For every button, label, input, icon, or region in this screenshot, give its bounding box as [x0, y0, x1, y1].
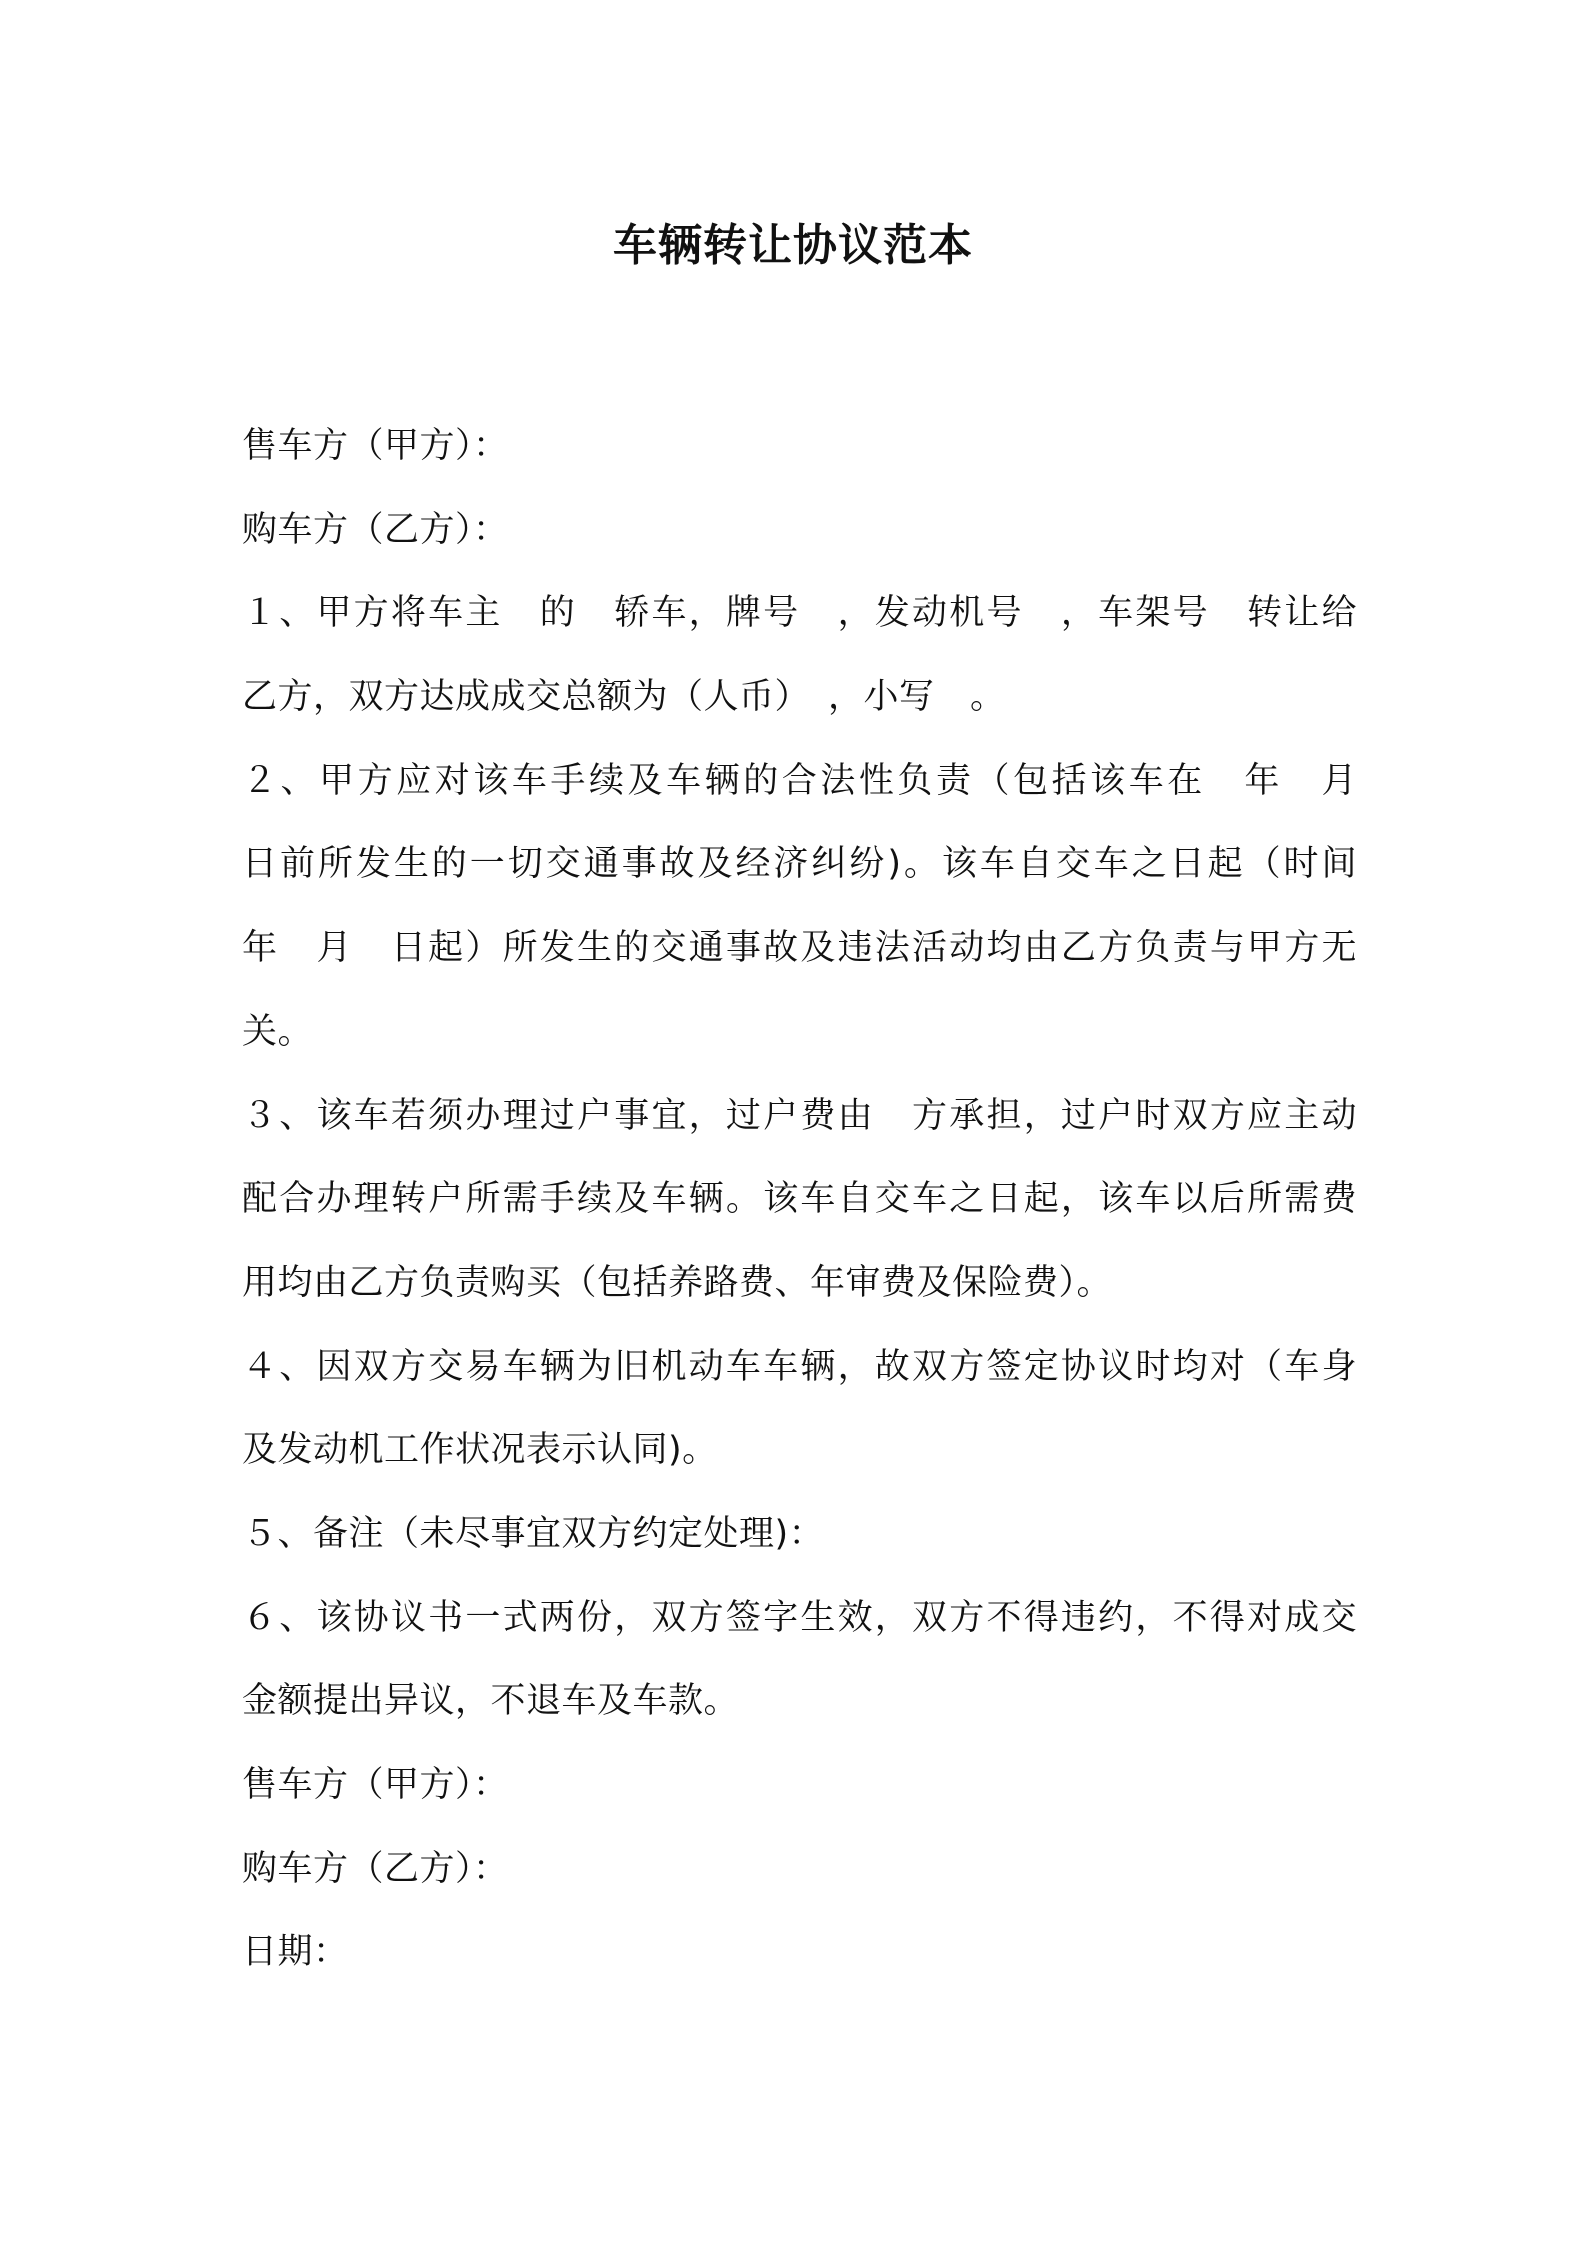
document-line: 关。 [242, 1011, 314, 1052]
document-line: ４、因双方交易车辆为旧机动车车辆，故双方签定协议时均对（车身 [242, 1346, 1357, 1387]
document-line: 日前所发生的一切交通事故及经济纠纷)。该车自交车之日起（时间 [242, 844, 1357, 885]
document-line: １、甲方将车主 的 轿车，牌号 ，发动机号 ，车架号 转让给 [242, 593, 1357, 634]
document-title: 车辆转让协议范本 [613, 220, 973, 271]
document-line: 日期： [242, 1932, 349, 1973]
document-line: ２、甲方应对该车手续及车辆的合法性负责（包括该车在 年 月 [242, 760, 1357, 801]
document-line: 购车方（乙方）： [242, 1848, 509, 1889]
document-line: 用均由乙方负责购买（包括养路费、年审费及保险费）。 [242, 1262, 1113, 1303]
document-line: 售车方（甲方）： [242, 1765, 509, 1805]
document-body [242, 405, 1357, 1995]
document-line: 购车方（乙方）： [242, 509, 509, 550]
document-line: ５、备注（未尽事宜双方约定处理)： [242, 1513, 825, 1554]
document-line: 金额提出异议，不退车及车款。 [242, 1681, 740, 1722]
document-line: 年 月 日起）所发生的交通事故及违法活动均由乙方负责与甲方无 [242, 928, 1357, 969]
document-line: 及发动机工作状况表示认同)。 [242, 1430, 718, 1471]
document-line: ６、该协议书一式两份，双方签字生效，双方不得违约，不得对成交 [242, 1597, 1357, 1638]
document-line: ３、该车若须办理过户事宜，过户费由 方承担，过户时双方应主动 [242, 1095, 1357, 1136]
document-line: 配合办理转户所需手续及车辆。该车自交车之日起，该车以后所需费 [242, 1179, 1357, 1220]
document-line: 乙方，双方达成成交总额为（人币） ，小写 。 [242, 677, 1006, 718]
document-line: 售车方（甲方）： [242, 426, 509, 466]
